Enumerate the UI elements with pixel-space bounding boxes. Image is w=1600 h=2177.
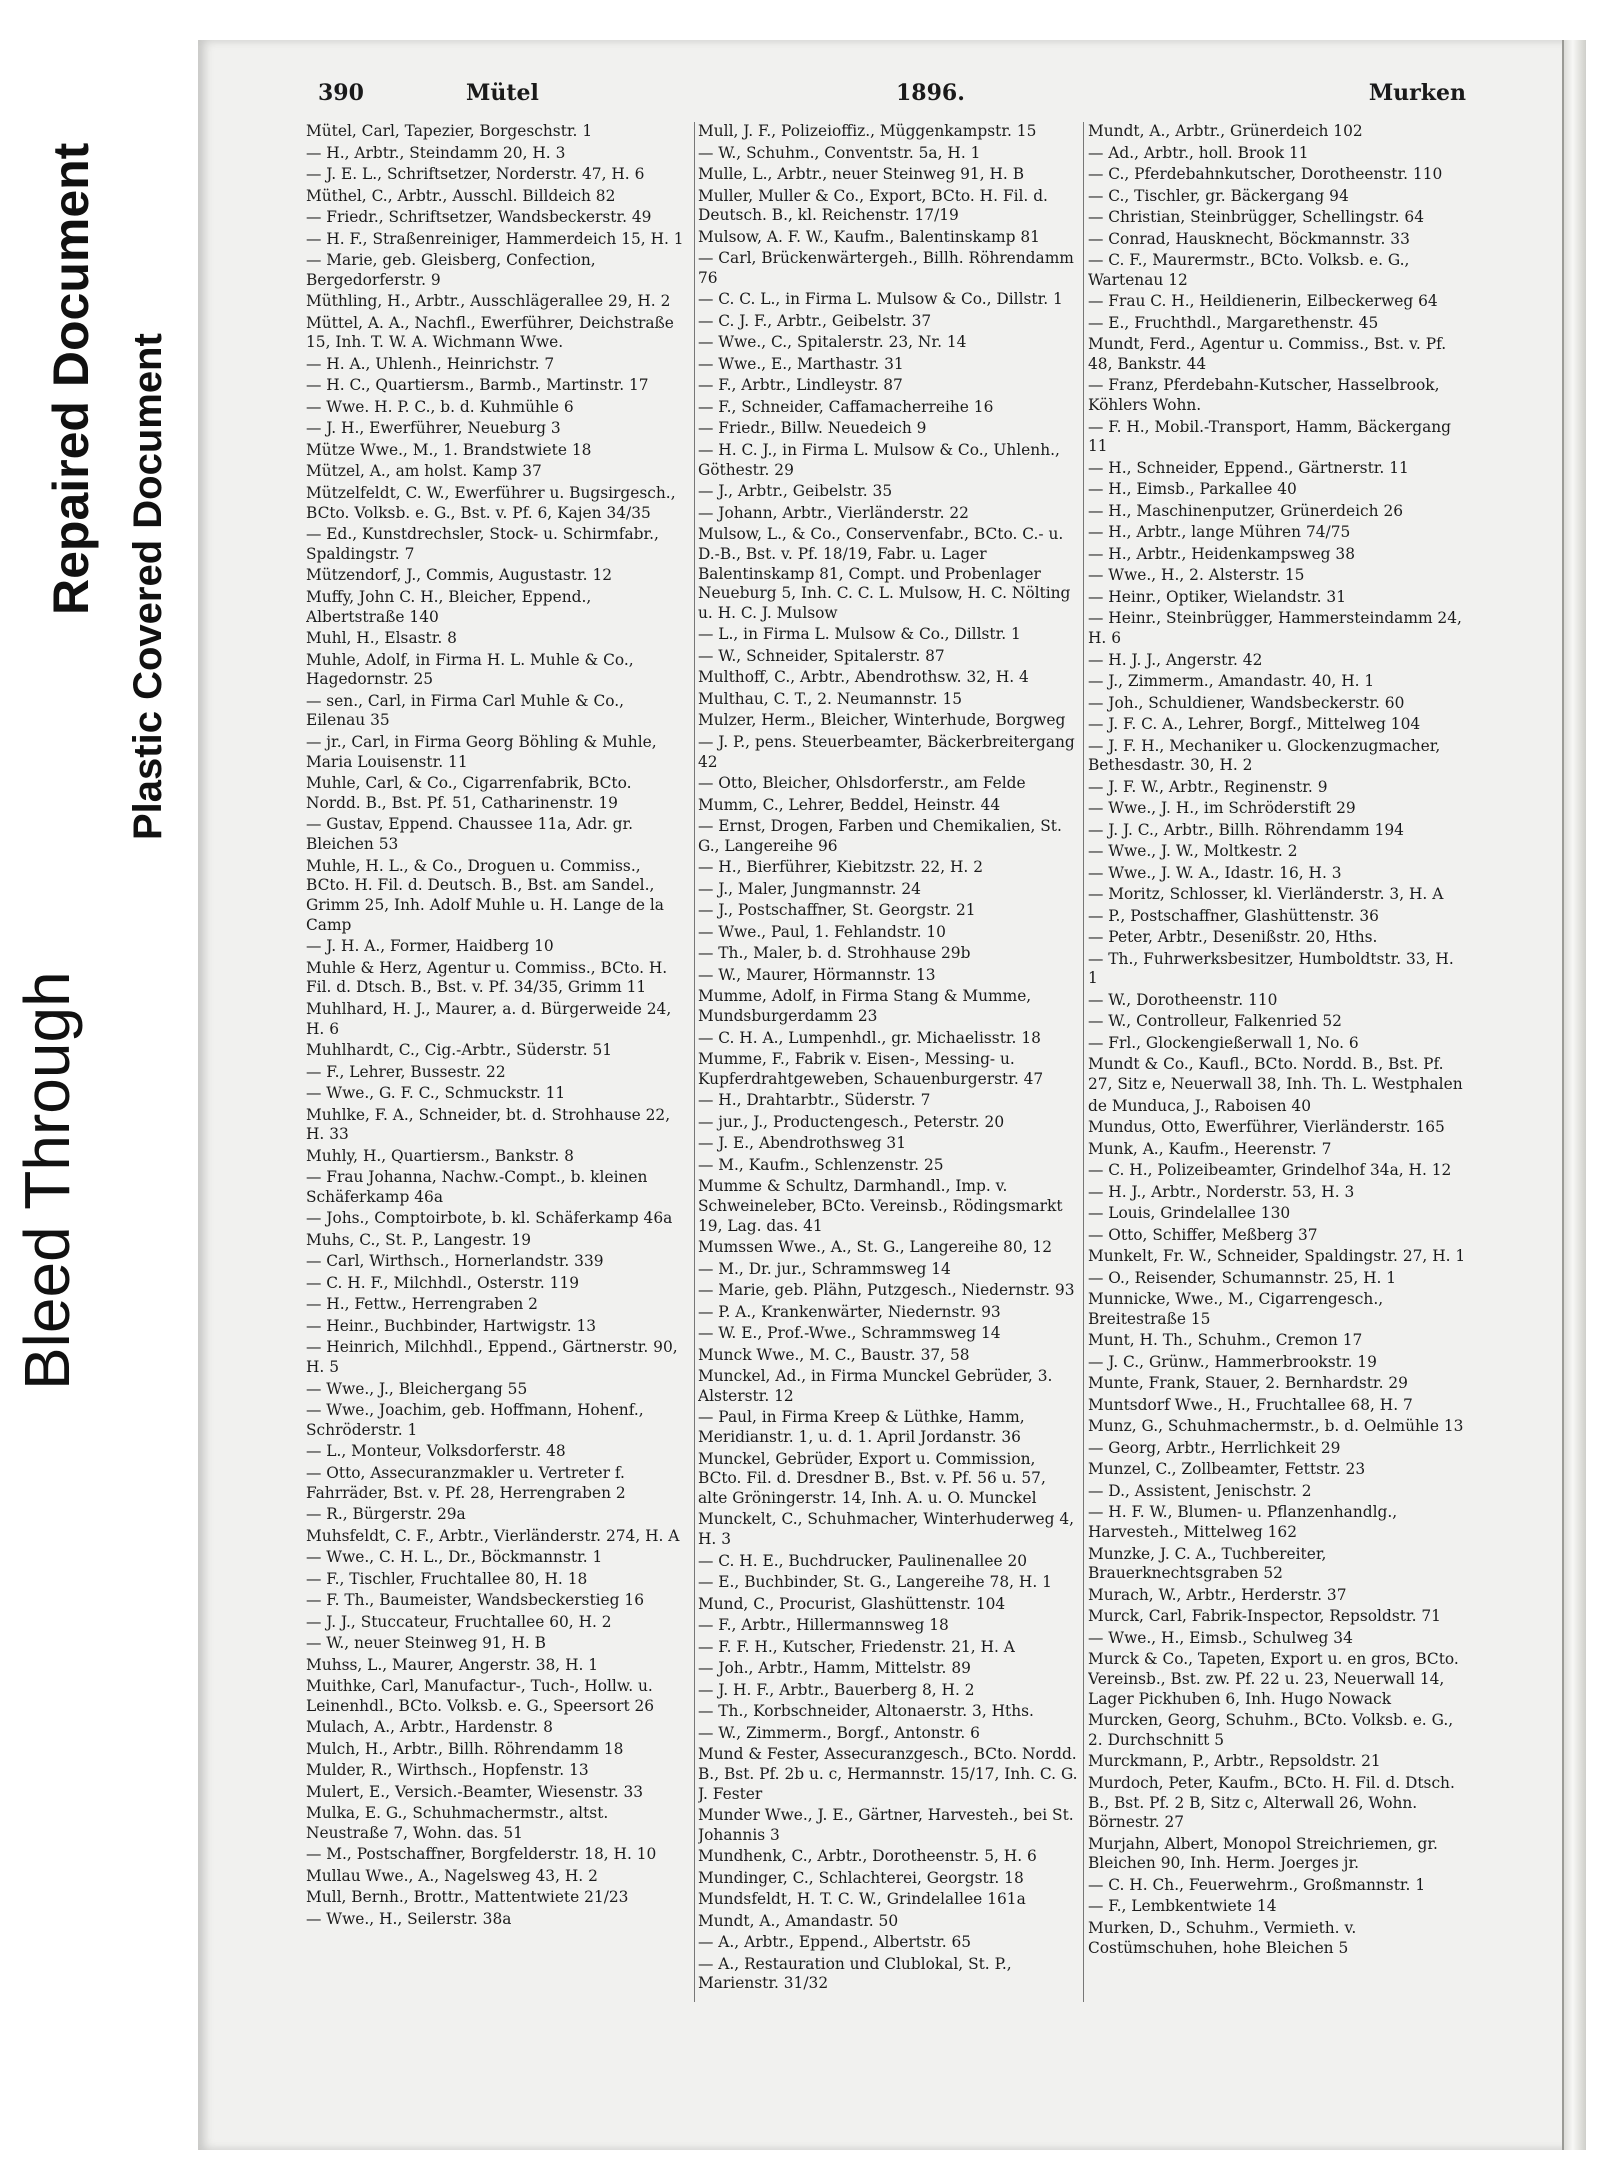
directory-entry: — Marie, geb. Plähn, Putzgesch., Niedernstr. 93 (698, 1281, 1075, 1300)
directory-entry: — J. F. C. A., Lehrer, Borgf., Mittelweg 104 (1088, 715, 1421, 734)
directory-entry: — H., Drahtarbtr., Süderstr. 7 (698, 1091, 931, 1110)
directory-entry: Mullau Wwe., A., Nagelsweg 43, H. 2 (306, 1866, 598, 1885)
directory-entry: — J., Postschaffner, St. Georgstr. 21 (698, 901, 976, 920)
directory-entry: Multhau, C. T., 2. Neumannstr. 15 (698, 689, 963, 708)
directory-entry: — W., neuer Steinweg 91, H. B (306, 1634, 546, 1653)
directory-entry: — Friedr., Schriftsetzer, Wandsbeckerstr. 49 (306, 208, 652, 226)
directory-entry: — Heinr., Buchbinder, Hartwigstr. 13 (306, 1316, 597, 1335)
page-header (306, 80, 1466, 116)
directory-entry: Munnicke, Wwe., M., Cigarrengesch., Breitestraße 15 (1088, 1290, 1384, 1328)
directory-entry: Muhl, H., Elsastr. 8 (306, 629, 457, 648)
directory-column-3 (1088, 122, 1468, 2022)
directory-entry: Mulsow, A. F. W., Kaufm., Balentinskamp 81 (698, 227, 1040, 246)
directory-entry: Mütze Wwe., M., 1. Brandstwiete 18 (306, 440, 592, 459)
directory-entry: — H., Schneider, Eppend., Gärtnerstr. 11 (1088, 458, 1409, 477)
directory-entry: — C. J. F., Arbtr., Geibelstr. 37 (698, 311, 932, 330)
directory-entry: — H., Fettw., Herrengraben 2 (306, 1295, 538, 1314)
directory-entry: — Christian, Steinbrügger, Schellingstr. 64 (1088, 208, 1425, 226)
directory-entry: Munzel, C., Zollbeamter, Fettstr. 23 (1088, 1460, 1366, 1479)
header-year: 1896. (896, 80, 965, 106)
directory-entry: — Conrad, Hausknecht, Böckmannstr. 33 (1088, 229, 1410, 248)
directory-entry: Munck Wwe., M. C., Baustr. 37, 58 (698, 1345, 970, 1364)
directory-entry: Munckel, Gebrüder, Export u. Commission, BCto. Fil. d. Dresdner B., Bst. v. Pf. 56 u. 57, alte Gröningerstr. 14, Inh. A. u. O. Munckel (698, 1449, 1046, 1507)
directory-entry: Muller, Muller & Co., Export, BCto. H. Fil. d. Deutsch. B., kl. Reichenstr. 17/19 (698, 186, 1048, 225)
scan-annotation-strip (0, 0, 190, 2177)
directory-entry: Muntsdorf Wwe., H., Fruchtallee 68, H. 7 (1088, 1395, 1413, 1414)
directory-entry: — Frau Johanna, Nachw.-Compt., b. kleinen Schäferkamp 46a (306, 1168, 648, 1206)
directory-entry: Mumme, Adolf, in Firma Stang & Mumme, Mundsburgerdamm 23 (698, 987, 1032, 1026)
directory-entry: Murck & Co., Tapeten, Export u. en gros, BCto. Vereinsb., Bst. zw. Pf. 22 u. 23, Neuerwall 14, Lager Pickhuben 6, Inh. Hugo Nowack (1088, 1650, 1459, 1708)
directory-entry: Mundt, A., Arbtr., Grünerdeich 102 (1088, 122, 1363, 140)
directory-entry: — D., Assistent, Jenischstr. 2 (1088, 1481, 1312, 1500)
directory-entry: Mund, C., Procurist, Glashüttenstr. 104 (698, 1594, 1006, 1613)
bleed-through-label: Bleed Through (11, 971, 83, 1390)
directory-entry: — Th., Fuhrwerksbesitzer, Humboldtstr. 33, H. 1 (1088, 949, 1454, 988)
column-divider (694, 122, 695, 2002)
directory-entry: Muhlhard, H. J., Maurer, a. d. Bürgerweide 24, H. 6 (306, 999, 672, 1038)
directory-entry: Mumme, F., Fabrik v. Eisen-, Messing- u. Kupferdrahtgeweben, Schauenburgerstr. 47 (698, 1050, 1044, 1088)
directory-entry: Munder Wwe., J. E., Gärtner, Harvesteh., bei St. Johannis 3 (698, 1806, 1074, 1844)
directory-entry: — C. H., Polizeibeamter, Grindelhof 34a, H. 12 (1088, 1161, 1452, 1180)
directory-entry: — P. A., Krankenwärter, Niedernstr. 93 (698, 1302, 1001, 1321)
directory-entry: — Wwe., Paul, 1. Fehlandstr. 10 (698, 922, 946, 941)
directory-entry: Murjahn, Albert, Monopol Streichriemen, gr. Bleichen 90, Inh. Herm. Joerges jr. (1088, 1834, 1438, 1873)
directory-entry: — C. F., Maurermstr., BCto. Volksb. e. G., Wartenau 12 (1088, 251, 1410, 289)
directory-entry: Muhss, L., Maurer, Angerstr. 38, H. 1 (306, 1655, 599, 1674)
directory-entry: Mütel, Carl, Tapezier, Borgeschstr. 1 (306, 122, 593, 140)
directory-entry: Mulert, E., Versich.-Beamter, Wiesenstr. 33 (306, 1782, 644, 1801)
directory-entry: — Paul, in Firma Kreep & Lüthke, Hamm, Meridianstr. 1, u. d. 1. April Jordanstr. 36 (698, 1408, 1025, 1447)
directory-entry: — J. C., Grünw., Hammerbrookstr. 19 (1088, 1352, 1377, 1371)
directory-entry: — Wwe., H., 2. Alsterstr. 15 (1088, 566, 1305, 585)
directory-entry: — C. H. F., Milchhdl., Osterstr. 119 (306, 1273, 580, 1292)
directory-entry: Mundt, Ferd., Agentur u. Commiss., Bst. v. Pf. 48, Bankstr. 44 (1088, 335, 1447, 373)
directory-entry: — Wwe., G. F. C., Schmuckstr. 11 (306, 1084, 566, 1103)
directory-entry: — A., Arbtr., Eppend., Albertstr. 65 (698, 1933, 972, 1952)
directory-entry: — C., Pferdebahnkutscher, Dorotheenstr. 110 (1088, 165, 1443, 183)
directory-entry: Munte, Frank, Stauer, 2. Bernhardstr. 29 (1088, 1374, 1408, 1393)
directory-entry: Mundhenk, C., Arbtr., Dorotheenstr. 5, H. 6 (698, 1847, 1037, 1866)
directory-entry: — H., Arbtr., Heidenkampsweg 38 (1088, 544, 1356, 563)
directory-entry: Murcken, Georg, Schuhm., BCto. Volksb. e. G., 2. Durchschnitt 5 (1088, 1711, 1454, 1749)
directory-entry: — E., Buchbinder, St. G., Langereihe 78, H. 1 (698, 1573, 1052, 1592)
directory-entry: — W., Zimmerm., Borgf., Antonstr. 6 (698, 1723, 980, 1742)
directory-entry: — Louis, Grindelallee 130 (1088, 1204, 1291, 1223)
directory-entry: — J. H. F., Arbtr., Bauerberg 8, H. 2 (698, 1680, 975, 1699)
directory-entry: — M., Kaufm., Schlenzenstr. 25 (698, 1155, 944, 1174)
directory-entry: — E., Fruchthdl., Margarethenstr. 45 (1088, 313, 1379, 332)
directory-entry: Muhly, H., Quartiersm., Bankstr. 8 (306, 1146, 574, 1165)
directory-entry: — Gustav, Eppend. Chaussee 11a, Adr. gr. Bleichen 53 (306, 815, 634, 854)
directory-entry: Murckmann, P., Arbtr., Repsoldstr. 21 (1088, 1752, 1381, 1771)
page-number: 390 (318, 80, 364, 106)
directory-entry: Müthling, H., Arbtr., Ausschlägerallee 29, H. 2 (306, 292, 671, 311)
directory-entry: — Heinr., Steinbrügger, Hammersteindamm 24, H. 6 (1088, 609, 1462, 648)
directory-entry: — L., in Firma L. Mulsow & Co., Dillstr. 1 (698, 625, 1021, 644)
directory-entry: — J. E. L., Schriftsetzer, Norderstr. 47, H. 6 (306, 165, 645, 183)
directory-entry: — J. J., Stuccateur, Fruchtallee 60, H. 2 (306, 1612, 612, 1631)
directory-entry: — Ad., Arbtr., holl. Brook 11 (1088, 143, 1309, 162)
directory-entry: — H. C., Quartiersm., Barmb., Martinstr. 17 (306, 376, 649, 395)
directory-entry: — H. A., Uhlenh., Heinrichstr. 7 (306, 354, 555, 373)
directory-entry: — W., Maurer, Hörmannstr. 13 (698, 965, 936, 984)
directory-entry: Muhle, H. L., & Co., Droguen u. Commiss., BCto. H. Fil. d. Deutsch. B., Bst. am Sandel., Grimm 25, Inh. Adolf Muhle u. H. Lange de la Camp (306, 856, 664, 934)
directory-entry: — Ed., Kunstdrechsler, Stock- u. Schirmfabr., Spaldingstr. 7 (306, 525, 659, 563)
directory-entry: Mumssen Wwe., A., St. G., Langereihe 80, 12 (698, 1238, 1052, 1257)
directory-entry: — Heinrich, Milchhdl., Eppend., Gärtnerstr. 90, H. 5 (306, 1338, 678, 1377)
directory-entry: Mull, J. F., Polizeioffiz., Müggenkampstr. 15 (698, 122, 1037, 140)
directory-entry: — C. H. E., Buchdrucker, Paulinenallee 20 (698, 1551, 1028, 1570)
directory-entry: Muhle, Adolf, in Firma H. L. Muhle & Co., Hagedornstr. 25 (306, 650, 634, 689)
directory-entry: — Otto, Bleicher, Ohlsdorferstr., am Felde (698, 774, 1026, 793)
directory-entry: Muithke, Carl, Manufactur-, Tuch-, Hollw. u. Leinenhdl., BCto. Volksb. e. G., Speersort 26 (306, 1677, 655, 1715)
directory-entry: — Wwe. H. P. C., b. d. Kuhmühle 6 (306, 397, 574, 416)
directory-entry: Mützelfeldt, C. W., Ewerführer u. Bugsirgesch., BCto. Volksb. e. G., Bst. v. Pf. 6, Kajen 34/35 (306, 483, 676, 522)
directory-entry: Muhlke, F. A., Schneider, bt. d. Strohhause 22, H. 33 (306, 1105, 671, 1144)
directory-entry: Mumm, C., Lehrer, Beddel, Heinstr. 44 (698, 795, 1001, 814)
directory-entry: — C. H. A., Lumpenhdl., gr. Michaelisstr. 18 (698, 1028, 1041, 1047)
directory-entry: Mund & Fester, Assecuranzgesch., BCto. Nordd. B., Bst. Pf. 2b u. c, Hermannstr. 15/17, Inh. C. G. J. Fester (698, 1745, 1078, 1803)
directory-entry: — H., Maschinenputzer, Grünerdeich 26 (1088, 501, 1404, 520)
directory-entry: Munk, A., Kaufm., Heerenstr. 7 (1088, 1139, 1332, 1158)
directory-entry: — J. H., Ewerführer, Neueburg 3 (306, 419, 561, 438)
directory-entry: Murach, W., Arbtr., Herderstr. 37 (1088, 1585, 1347, 1604)
directory-entry: — Joh., Arbtr., Hamm, Mittelstr. 89 (698, 1659, 971, 1678)
directory-entry: — J. F. H., Mechaniker u. Glockenzugmacher, Bethesdastr. 30, H. 2 (1088, 736, 1441, 775)
directory-entry: — P., Postschaffner, Glashüttenstr. 36 (1088, 906, 1379, 925)
directory-entry: — W., Controlleur, Falkenried 52 (1088, 1012, 1342, 1031)
directory-entry: — jur., J., Productengesch., Peterstr. 20 (698, 1112, 1005, 1131)
directory-entry: Munckel, Ad., in Firma Munckel Gebrüder, 3. Alsterstr. 12 (698, 1367, 1053, 1405)
header-right-keyword: Murken (1368, 80, 1466, 106)
directory-entry: Mulle, L., Arbtr., neuer Steinweg 91, H. B (698, 165, 1025, 183)
directory-entry: — F., Lembkentwiete 14 (1088, 1897, 1277, 1916)
directory-entry: Mulach, A., Arbtr., Hardenstr. 8 (306, 1718, 553, 1737)
directory-entry: — J. P., pens. Steuerbeamter, Bäckerbreitergang 42 (698, 732, 1075, 771)
directory-entry: — M., Postschaffner, Borgfelderstr. 18, H. 10 (306, 1845, 657, 1864)
directory-entry: — H., Arbtr., Steindamm 20, H. 3 (306, 143, 566, 162)
directory-entry: — R., Bürgerstr. 29a (306, 1505, 466, 1524)
directory-entry: — Frau C. H., Heildienerin, Eilbeckerweg 64 (1088, 292, 1438, 311)
directory-entry: — F. Th., Baumeister, Wandsbeckerstieg 16 (306, 1591, 644, 1610)
directory-column-1 (306, 122, 686, 2022)
directory-entry: — Georg, Arbtr., Herrlichkeit 29 (1088, 1438, 1341, 1457)
directory-entry: Muhlhardt, C., Cig.-Arbtr., Süderstr. 51 (306, 1041, 613, 1060)
directory-entry: — Otto, Schiffer, Meßberg 37 (1088, 1225, 1318, 1244)
directory-entry: — Franz, Pferdebahn-Kutscher, Hasselbrook, Köhlers Wohn. (1088, 376, 1440, 415)
directory-column-2 (698, 122, 1078, 2022)
directory-entry: — jr., Carl, in Firma Georg Böhling & Muhle, Maria Louisenstr. 11 (306, 732, 657, 771)
directory-entry: — Ernst, Drogen, Farben und Chemikalien, St. G., Langereihe 96 (698, 817, 1062, 855)
page-edge (1564, 40, 1586, 2150)
directory-entry: — O., Reisender, Schumannstr. 25, H. 1 (1088, 1268, 1397, 1287)
directory-entry: Mundsfeldt, H. T. C. W., Grindelallee 161a (698, 1890, 1026, 1909)
directory-entry: — J. F. W., Arbtr., Reginenstr. 9 (1088, 777, 1328, 796)
directory-entry: — H. F., Straßenreiniger, Hammerdeich 15, H. 1 (306, 229, 684, 248)
directory-entry: — J. E., Abendrothsweg 31 (698, 1134, 907, 1153)
directory-entry: Murck, Carl, Fabrik-Inspector, Repsoldstr. 71 (1088, 1607, 1441, 1626)
directory-entry: — C., Tischler, gr. Bäckergang 94 (1088, 186, 1349, 205)
directory-entry: — Joh., Schuldiener, Wandsbeckerstr. 60 (1088, 693, 1405, 712)
directory-entry: — H. J. J., Angerstr. 42 (1088, 650, 1263, 669)
directory-entry: — Wwe., Joachim, geb. Hoffmann, Hohenf., Schröderstr. 1 (306, 1401, 644, 1439)
directory-entry: — W., Schneider, Spitalerstr. 87 (698, 646, 945, 665)
directory-entry: Murken, D., Schuhm., Vermieth. v. Costümschuhen, hohe Bleichen 5 (1088, 1918, 1357, 1957)
directory-entry: Munz, G., Schuhmachermstr., b. d. Oelmühle 13 (1088, 1417, 1464, 1436)
directory-entry: — M., Dr. jur., Schrammsweg 14 (698, 1259, 951, 1278)
directory-entry: — Otto, Assecuranzmakler u. Vertreter f. Fahrräder, Bst. v. Pf. 28, Herrengraben 2 (306, 1463, 626, 1502)
directory-entry: — J., Arbtr., Geibelstr. 35 (698, 482, 893, 501)
directory-entry: — H. J., Arbtr., Norderstr. 53, H. 3 (1088, 1182, 1355, 1201)
directory-entry: — F. F. H., Kutscher, Friedenstr. 21, H. A (698, 1637, 1015, 1656)
directory-entry: — Wwe., J. W. A., Idastr. 16, H. 3 (1088, 863, 1342, 882)
column-divider (1083, 122, 1084, 2002)
directory-entry: — H. C. J., in Firma L. Mulsow & Co., Uhlenh., Göthestr. 29 (698, 440, 1060, 479)
directory-entry: — F., Arbtr., Lindleystr. 87 (698, 376, 903, 395)
repaired-document-label: Repaired Document (43, 142, 99, 615)
directory-entry: — W. E., Prof.-Wwe., Schrammsweg 14 (698, 1324, 1001, 1343)
directory-entry: — Carl, Wirthsch., Hornerlandstr. 339 (306, 1252, 604, 1271)
directory-entry: Mundus, Otto, Ewerführer, Vierländerstr. 165 (1088, 1118, 1445, 1137)
directory-entry: Mulder, R., Wirthsch., Hopfenstr. 13 (306, 1761, 589, 1780)
directory-entry: — Wwe., C. H. L., Dr., Böckmannstr. 1 (306, 1548, 603, 1567)
directory-entry: — W., Dorotheenstr. 110 (1088, 990, 1278, 1009)
directory-entry: — A., Restauration und Clublokal, St. P., Marienstr. 31/32 (698, 1954, 1012, 1993)
directory-entry: — Wwe., H., Eimsb., Schulweg 34 (1088, 1628, 1353, 1647)
directory-entry: — H., Arbtr., lange Mühren 74/75 (1088, 523, 1351, 542)
directory-entry: Muhle & Herz, Agentur u. Commiss., BCto. H. Fil. d. Dtsch. B., Bst. v. Pf. 34/35, Grimm 11 (306, 958, 668, 997)
directory-entry: Muhle, Carl, & Co., Cigarrenfabrik, BCto. Nordd. B., Bst. Pf. 51, Catharinenstr. 19 (306, 774, 632, 812)
directory-entry: Mundt & Co., Kaufl., BCto. Nordd. B., Bst. Pf. 27, Sitz e, Neuerwall 38, Inh. Th. L. Westphalen (1088, 1055, 1463, 1094)
directory-entry: Munzke, J. C. A., Tuchbereiter, Brauerknechtsgraben 52 (1088, 1544, 1327, 1583)
directory-entry: — Wwe., E., Marthastr. 31 (698, 354, 904, 373)
directory-entry: Müthel, C., Arbtr., Ausschl. Billdeich 82 (306, 186, 616, 205)
directory-entry: Mundt, A., Amandastr. 50 (698, 1911, 899, 1930)
directory-entry: Munckelt, C., Schuhmacher, Winterhuderweg 4, H. 3 (698, 1510, 1075, 1549)
directory-entry: Mull, Bernh., Brottr., Mattentwiete 21/23 (306, 1888, 629, 1907)
directory-entry: — H., Eimsb., Parkallee 40 (1088, 480, 1297, 499)
directory-entry: Mulch, H., Arbtr., Billh. Röhrendamm 18 (306, 1739, 624, 1758)
directory-entry: Munkelt, Fr. W., Schneider, Spaldingstr. 27, H. 1 (1088, 1247, 1466, 1266)
directory-entry: — Friedr., Billw. Neuedeich 9 (698, 419, 927, 438)
directory-entry: Mulsow, L., & Co., Conservenfabr., BCto. C.- u. D.-B., Bst. v. Pf. 18/19, Fabr. u. Lager Balentinskamp 81, Compt. und Probenlager Neueburg 5, Inh. C. C. L. Mulsow, H. C. Nölting u. H. C. J. Mulsow (698, 525, 1071, 622)
directory-entry: Mundinger, C., Schlachterei, Georgstr. 18 (698, 1868, 1024, 1887)
directory-entry: — Heinr., Optiker, Wielandstr. 31 (1088, 587, 1347, 606)
directory-entry: de Munduca, J., Raboisen 40 (1088, 1096, 1311, 1115)
directory-entry: — Johann, Arbtr., Vierländerstr. 22 (698, 503, 969, 522)
directory-entry: Mützel, A., am holst. Kamp 37 (306, 462, 542, 481)
plastic-covered-document-label: Plastic Covered Document (126, 333, 170, 840)
directory-entry: Muhsfeldt, C. F., Arbtr., Vierländerstr. 274, H. A (306, 1526, 680, 1545)
directory-entry: — Wwe., H., Seilerstr. 38a (306, 1909, 512, 1928)
directory-entry: — Moritz, Schlosser, kl. Vierländerstr. 3, H. A (1088, 885, 1444, 904)
directory-entry: — F. H., Mobil.-Transport, Hamm, Bäckergang 11 (1088, 417, 1452, 456)
directory-entry: — F., Tischler, Fruchtallee 80, H. 18 (306, 1569, 588, 1588)
directory-entry: — J., Maler, Jungmannstr. 24 (698, 879, 921, 898)
directory-entry: — F., Schneider, Caffamacherreihe 16 (698, 397, 994, 416)
directory-entry: — Marie, geb. Gleisberg, Confection, Bergedorferstr. 9 (306, 251, 596, 289)
directory-entry: — H., Bierführer, Kiebitzstr. 22, H. 2 (698, 858, 984, 877)
directory-entry: Müttel, A. A., Nachfl., Ewerführer, Deichstraße 15, Inh. T. W. A. Wichmann Wwe. (306, 313, 674, 352)
directory-entry: — F., Lehrer, Bussestr. 22 (306, 1062, 506, 1081)
directory-entry: Mulka, E. G., Schuhmachermstr., altst. Neustraße 7, Wohn. das. 51 (306, 1804, 609, 1842)
directory-entry: — C. C. L., in Firma L. Mulsow & Co., Dillstr. 1 (698, 290, 1063, 309)
directory-entry: — J., Zimmerm., Amandastr. 40, H. 1 (1088, 672, 1375, 691)
directory-entry: — J. H. A., Former, Haidberg 10 (306, 937, 554, 956)
directory-entry: — Johs., Comptoirbote, b. kl. Schäferkamp 46a (306, 1209, 673, 1228)
directory-entry: Muffy, John C. H., Bleicher, Eppend., Albertstraße 140 (306, 587, 592, 626)
directory-entry: — W., Schuhm., Conventstr. 5a, H. 1 (698, 143, 981, 162)
directory-entry: — J. J. C., Arbtr., Billh. Röhrendamm 194 (1088, 820, 1404, 839)
directory-entry: Muhs, C., St. P., Langestr. 19 (306, 1230, 531, 1249)
directory-entry: — Wwe., C., Spitalerstr. 23, Nr. 14 (698, 333, 967, 352)
directory-entry: — Wwe., J. W., Moltkestr. 2 (1088, 842, 1298, 861)
directory-entry: — Th., Korbschneider, Altonaerstr. 3, Hths. (698, 1702, 1034, 1721)
header-left-keyword: Mütel (466, 80, 539, 106)
directory-entry: — sen., Carl, in Firma Carl Muhle & Co., Eilenau 35 (306, 691, 625, 730)
directory-entry: — H. F. W., Blumen- u. Pflanzenhandlg., Harvesteh., Mittelweg 162 (1088, 1503, 1398, 1542)
directory-entry: Mützendorf, J., Commis, Augustastr. 12 (306, 566, 613, 585)
directory-entry: — Carl, Brückenwärtergeh., Billh. Röhrendamm 76 (698, 249, 1074, 287)
directory-entry: Mulzer, Herm., Bleicher, Winterhude, Borgweg (698, 711, 1066, 730)
directory-entry: Multhoff, C., Arbtr., Abendrothsw. 32, H. 4 (698, 668, 1029, 687)
directory-entry: — Wwe., J. H., im Schröderstift 29 (1088, 799, 1356, 818)
directory-entry: — F., Arbtr., Hillermannsweg 18 (698, 1616, 949, 1635)
directory-entry: — Wwe., J., Bleichergang 55 (306, 1379, 528, 1398)
directory-entry: — Frl., Glockengießerwall 1, No. 6 (1088, 1033, 1359, 1052)
directory-entry: — C. H. Ch., Feuerwehrm., Großmannstr. 1 (1088, 1875, 1426, 1894)
directory-entry: — Peter, Arbtr., Desenißstr. 20, Hths. (1088, 928, 1378, 947)
directory-entry: Munt, H. Th., Schuhm., Cremon 17 (1088, 1331, 1363, 1350)
directory-entry: Murdoch, Peter, Kaufm., BCto. H. Fil. d. Dtsch. B., Bst. Pf. 2 B, Sitz c, Alterwall 26, Wohn. Börnestr. 27 (1088, 1773, 1455, 1832)
directory-entry: — L., Monteur, Volksdorferstr. 48 (306, 1442, 566, 1461)
directory-entry: — Th., Maler, b. d. Strohhause 29b (698, 944, 971, 963)
directory-page (198, 40, 1586, 2150)
directory-entry: Mumme & Schultz, Darmhandl., Imp. v. Schweineleber, BCto. Vereinsb., Rödingsmarkt 19, Lag. das. 41 (698, 1177, 1063, 1235)
